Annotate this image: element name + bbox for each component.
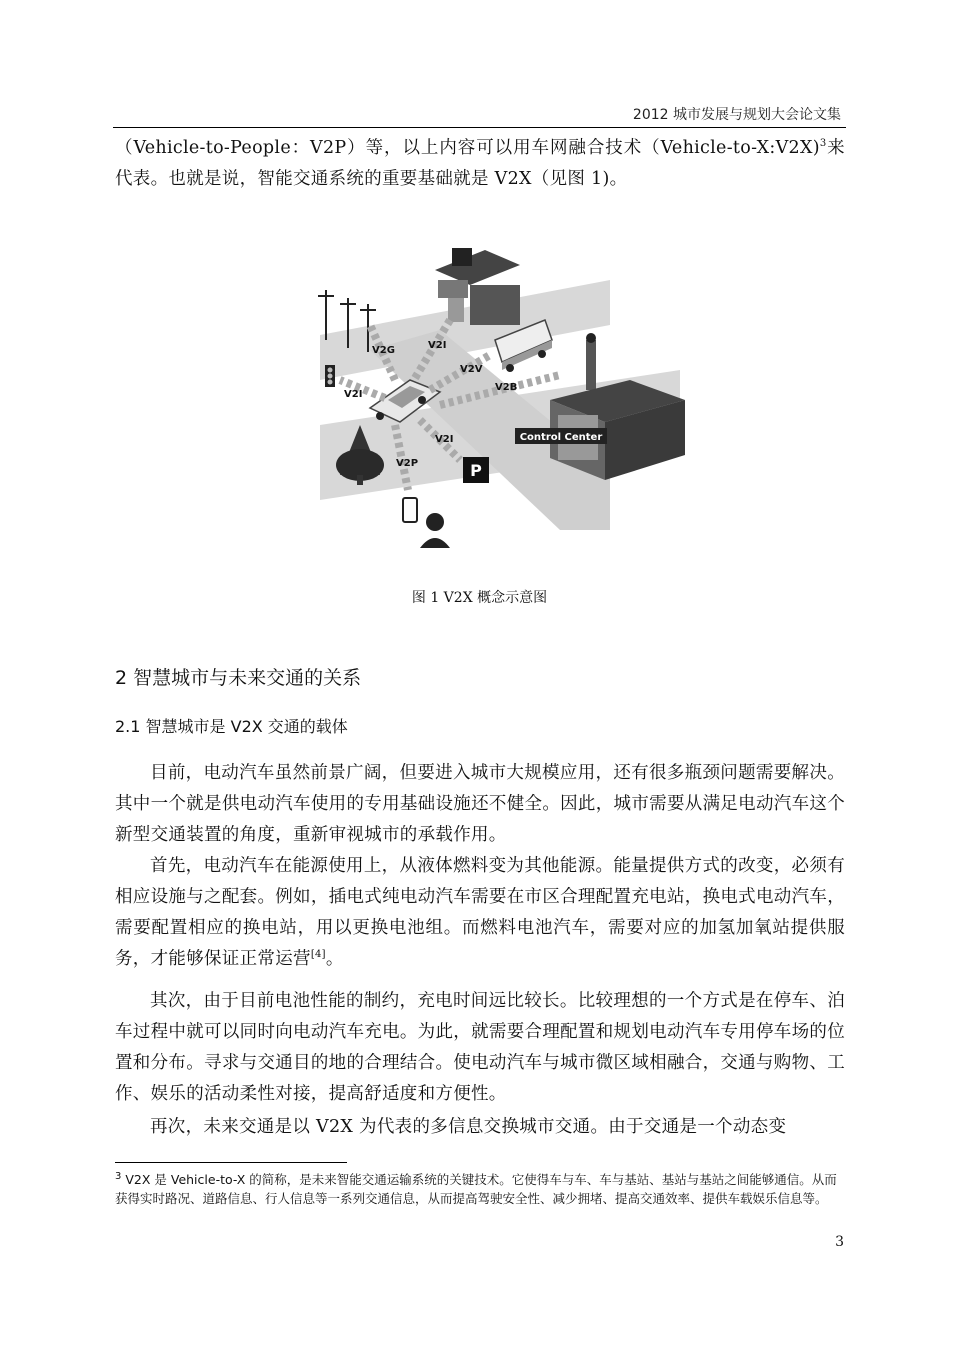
parking-sign-label: P (470, 461, 482, 480)
footnote-marker: 3 (115, 1170, 122, 1182)
paragraph-2-text: 首先，电动汽车在能源使用上，从液体燃料变为其他能源。能量提供方式的改变，必须有相应设施与之配套。例如，插电式纯电动汽车需要在市区合理配置充电站，换电式电动汽车，需要配置相应的换电站，用以更换电池组。而燃料电池汽车，需要对应的加氢加氧站提供服务，才能够保证正常运营 (115, 856, 845, 969)
footnote-text: V2X 是 Vehicle-to-X 的简称，是未来智能交通运输系统的关键技术。它使得车与车、车与基站、基站与基站之间能够通信。从而获得实时路况、道路信息、行人信息等一系列交通信息，从而提高驾驶安全性、减少拥堵、提高交通效率、提供车载娱乐信息等。 (115, 1172, 837, 1206)
label-control-center: Control Center (519, 432, 603, 443)
section-heading: 2 智慧城市与未来交通的关系 (115, 667, 362, 689)
paragraph-1: 目前，电动汽车虽然前景广阔，但要进入城市大规模应用，还有很多瓶颈问题需要解决。其中一个就是供电动汽车使用的专用基础设施还不健全。因此，城市需要从满足电动汽车这个新型交通装置的角度，重新审视城市的承载作用。 (115, 763, 845, 845)
person-icon (420, 513, 450, 548)
footnote-ref[interactable]: 3 (819, 138, 827, 150)
footnote (115, 1170, 840, 1208)
intro-text-a: （Vehicle-to-People：V2P）等，以上内容可以用车网融合技术（Vehicle-to-X:V2X) (115, 138, 820, 158)
phone-icon (403, 498, 417, 522)
running-header: 2012 城市发展与规划大会论文集 (632, 107, 841, 123)
figure-caption: 图 1 V2X 概念示意图 (411, 590, 548, 606)
footnote-rule (115, 1162, 347, 1163)
label-v2g: V2G (372, 345, 395, 356)
label-v2i-top: V2I (428, 340, 447, 351)
intro-text-b: 来代表。也就是说，智能交通系统的重要基础就是 V2X（见图 1)。 (115, 138, 845, 189)
paragraph-2-end: 。 (325, 949, 344, 969)
traffic-light-icon (325, 365, 335, 387)
label-v2v: V2V (460, 364, 483, 375)
v2x-figure (310, 240, 690, 555)
header-rule (113, 127, 846, 128)
citation-ref[interactable]: [4] (310, 949, 326, 961)
paragraph-3: 其次，由于目前电池性能的制约，充电时间远比较长。比较理想的一个方式是在停车、泊车过程中就可以同时向电动汽车充电。为此，就需要合理配置和规划电动汽车专用停车场的位置和分布。寻求与交通目的地的合理结合。使电动汽车与城市微区域相融合，交通与购物、工作、娱乐的活动柔性对接，提高舒适度和方便性。 (115, 991, 845, 1104)
label-v2b: V2B (495, 382, 518, 393)
subsection-heading: 2.1 智慧城市是 V2X 交通的载体 (115, 717, 348, 736)
page-number: 3 (835, 1234, 844, 1250)
intro-paragraph (115, 133, 845, 195)
paragraph-2 (115, 851, 845, 975)
v2x-diagram (310, 240, 690, 555)
control-center-icon (550, 333, 685, 480)
label-v2i-bottom: V2I (435, 434, 454, 445)
paragraph-4: 再次，未来交通是以 V2X 为代表的多信息交换城市交通。由于交通是一个动态变 (150, 1117, 787, 1137)
label-v2i-left: V2I (344, 389, 363, 400)
label-v2p: V2P (396, 458, 419, 469)
